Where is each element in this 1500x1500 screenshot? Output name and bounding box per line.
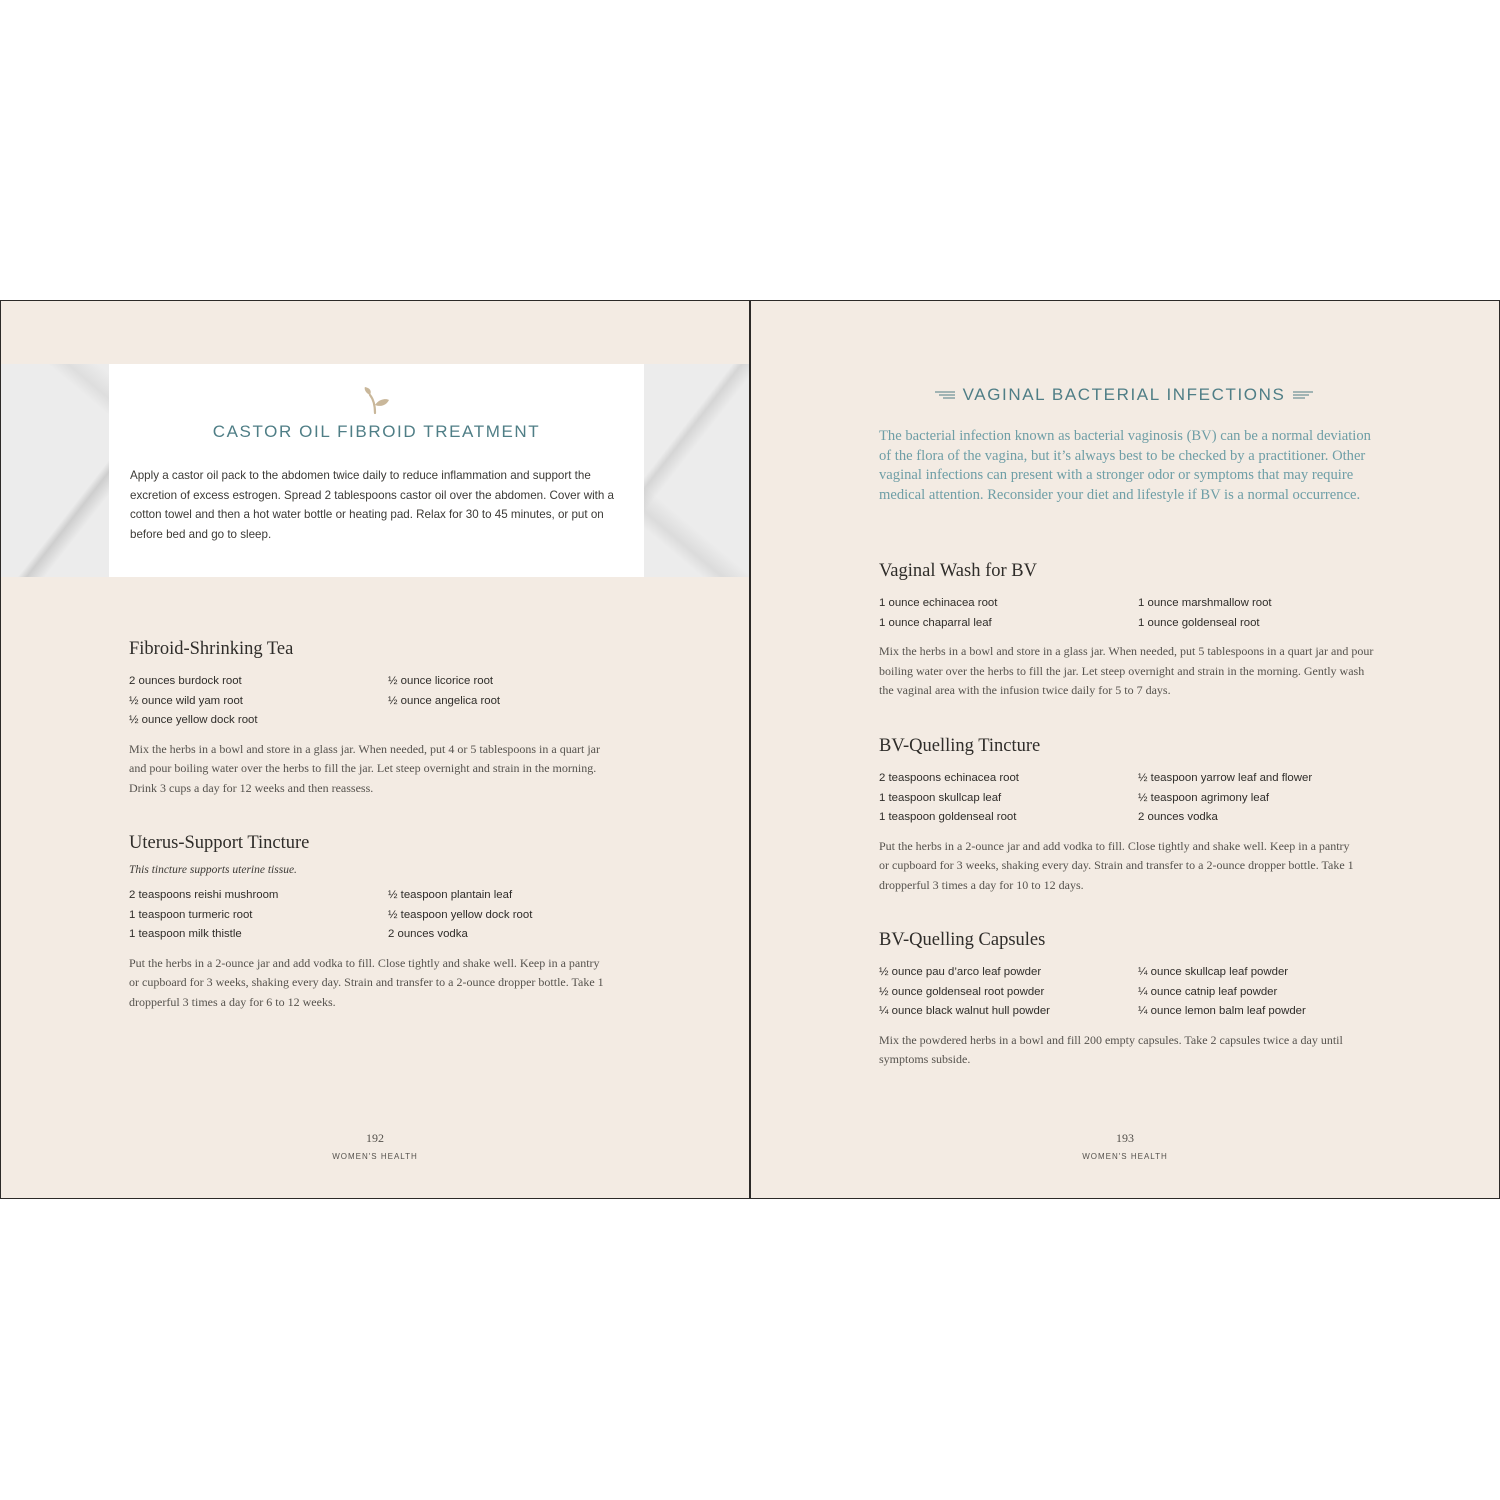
- leaf-icon: [362, 386, 392, 416]
- ingredient: ½ teaspoon yarrow leaf and flower: [1138, 772, 1313, 784]
- section-intro: The bacterial infection known as bacterial vaginosis (BV) can be a normal deviation of the flora of the vagina, but it’s always best to be checked by a practitioner. Other vaginal infections can present with a stronger odor or symptoms that may require medical attention. Reconsider your diet and lifestyle if BV is a normal occurrence.: [879, 428, 1371, 503]
- running-head: WOMEN'S HEALTH: [332, 1152, 418, 1161]
- running-head: WOMEN'S HEALTH: [1082, 1152, 1168, 1161]
- ingredient: ½ teaspoon yellow dock root: [388, 908, 533, 921]
- recipe-instructions: Mix the herbs in a bowl and store in a glass jar. When needed, put 4 or 5 tablespoons in a quart jar and pour boiling water over the herbs to fill the jar. Let steep overnight and strain in the morning. Drink 3 cups a day for 12 weeks and then reassess.: [129, 741, 600, 795]
- ingredient: 1 ounce goldenseal root: [1138, 616, 1260, 629]
- recipe-title: Fibroid-Shrinking Tea: [129, 639, 294, 659]
- ingredient: ½ teaspoon plantain leaf: [388, 889, 513, 901]
- ingredient: ½ ounce angelica root: [388, 694, 501, 707]
- ingredient: 1 ounce chaparral leaf: [879, 616, 992, 629]
- ingredient: 1 teaspoon goldenseal root: [879, 811, 1017, 824]
- page-number: 192: [366, 1131, 384, 1145]
- ingredient: 2 teaspoons reishi mushroom: [129, 889, 279, 901]
- speed-lines-icon: [933, 391, 955, 399]
- ingredient: 1 ounce echinacea root: [879, 597, 998, 609]
- book-spread: [0, 300, 1500, 1199]
- ingredient: ½ ounce pau d’arco leaf powder: [879, 966, 1042, 978]
- recipe-bv-capsules: [879, 930, 1375, 1070]
- ingredient: 2 ounces burdock root: [129, 675, 242, 687]
- recipe-title: BV-Quelling Tincture: [879, 736, 1041, 756]
- ingredient: 1 teaspoon milk thistle: [129, 928, 242, 941]
- page-number: 193: [1116, 1131, 1134, 1145]
- speed-lines-icon: [1293, 391, 1315, 399]
- ingredient-list: [129, 886, 618, 945]
- recipe-bv-tincture: [879, 736, 1368, 896]
- ingredient: ¼ ounce catnip leaf powder: [1138, 985, 1278, 998]
- section-title: VAGINAL BACTERIAL INFECTIONS: [962, 385, 1286, 404]
- ingredient-list: [879, 963, 1375, 1022]
- ingredient-list: [879, 594, 1375, 633]
- castor-oil-callout: [109, 364, 644, 577]
- ingredient: ½ ounce yellow dock root: [129, 714, 258, 727]
- ingredient: 1 teaspoon skullcap leaf: [879, 791, 1002, 804]
- page-193: [750, 300, 1500, 1199]
- ingredient: ¼ ounce black walnut hull powder: [879, 1005, 1050, 1018]
- page-footer: [1, 1131, 749, 1161]
- recipe-title: BV-Quelling Capsules: [879, 930, 1046, 950]
- recipe-uterus-tincture: [129, 833, 618, 1013]
- ingredient: 1 ounce marshmallow root: [1138, 597, 1272, 609]
- ingredient: 2 ounces vodka: [1138, 811, 1218, 824]
- ingredient: ½ teaspoon agrimony leaf: [1138, 791, 1270, 804]
- recipe-fibroid-tea: [129, 639, 618, 799]
- ingredient: ¼ ounce skullcap leaf powder: [1138, 966, 1289, 978]
- recipe-instructions: Put the herbs in a 2-ounce jar and add vodka to fill. Close tightly and shake well. Keep in a pantry or cupboard for 3 weeks, shaking every day. Strain and transfer to a 2-ounce dropper bottle. Take 1 dropperful 3 times a day for 6 to 12 weeks.: [129, 955, 604, 1009]
- recipe-subtitle: This tincture supports uterine tissue.: [129, 864, 297, 876]
- recipe-instructions: Mix the powdered herbs in a bowl and fill 200 empty capsules. Take 2 capsules twice a day until symptoms subside.: [879, 1032, 1343, 1067]
- ingredient: ½ ounce goldenseal root powder: [879, 985, 1045, 998]
- ingredient: ½ ounce licorice root: [388, 675, 494, 687]
- recipe-title: Uterus-Support Tincture: [129, 833, 310, 853]
- ingredient-list: [879, 769, 1368, 828]
- ingredient: ½ ounce wild yam root: [129, 694, 243, 707]
- recipe-vaginal-wash: [879, 561, 1375, 701]
- ingredient-list: [129, 672, 618, 731]
- recipe-title: Vaginal Wash for BV: [879, 561, 1037, 581]
- section-header: [879, 385, 1369, 405]
- castor-body: Apply a castor oil pack to the abdomen twice daily to reduce inflammation and support the excretion of excess estrogen. Spread 2 tablespoons castor oil over the abdomen. Cover with a cotton towel and then a hot water bottle or heating pad. Relax for 30 to 45 minutes, or put on before bed and go to sleep.: [130, 469, 614, 541]
- ingredient: 2 ounces vodka: [388, 928, 468, 941]
- castor-title: CASTOR OIL FIBROID TREATMENT: [212, 422, 541, 441]
- ingredient: 2 teaspoons echinacea root: [879, 772, 1019, 784]
- page-192: [0, 300, 750, 1199]
- recipe-instructions: Put the herbs in a 2-ounce jar and add vodka to fill. Close tightly and shake well. Keep in a pantry or cupboard for 3 weeks, shaking every day. Strain and transfer to a 2-ounce dropper bottle. Take 1 dropperful 3 times a day for 10 to 12 days.: [879, 838, 1354, 892]
- page-footer: [751, 1131, 1499, 1161]
- recipe-instructions: Mix the herbs in a bowl and store in a glass jar. When needed, put 5 tablespoons in a quart jar and pour boiling water over the herbs to fill the jar. Let steep overnight and strain in the morning. Gently wash the vaginal area with the infusion twice daily for 5 to 7 days.: [879, 644, 1374, 698]
- ingredient: ¼ ounce lemon balm leaf powder: [1138, 1005, 1306, 1018]
- ingredient: 1 teaspoon turmeric root: [129, 908, 253, 921]
